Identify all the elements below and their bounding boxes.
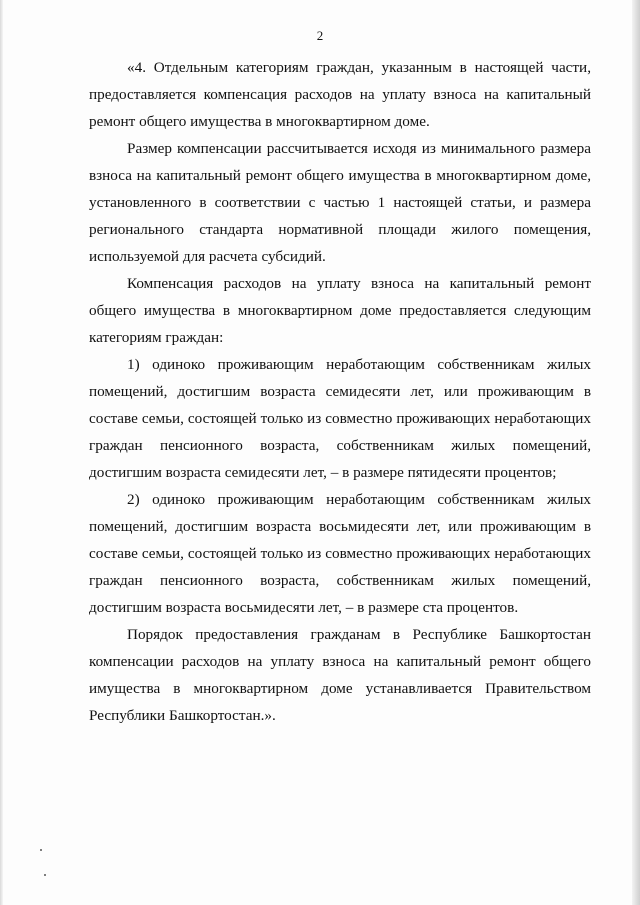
paragraph-categories-intro: Компенсация расходов на уплату взноса на капитальный ремонт общего имущества в многоквартирном доме предоставляется следующим категориям граждан:	[89, 275, 591, 346]
paragraph-compensation-size: Размер компенсации рассчитывается исходя из минимального размера взноса на капитальный ремонт общего имущества в многоквартирном доме, установленного в соответствии с частью 1 настоящей статьи, и размера регионального стандарта нормативной площади жилого помещения, используемой для расчета субсидий.	[89, 140, 591, 265]
scan-edge-left	[0, 0, 3, 905]
list-item-1: 1) одиноко проживающим неработающим собственникам жилых помещений, достигшим возраста семидесяти лет, или проживающим в составе семьи, состоящей только из совместно проживающих неработающих граждан пенсионного возраста, собственникам жилых помещений, достигшим возраста семидесяти лет, – в размере пятидесяти процентов;	[89, 356, 591, 481]
scan-speck	[40, 849, 42, 851]
paragraph-procedure: Порядок предоставления гражданам в Республике Башкортостан компенсации расходов на уплату взноса на капитальный ремонт общего имущества в многоквартирном доме устанавливается Правительством Республики Башкортостан.».	[89, 626, 591, 724]
scan-edge-right	[632, 0, 640, 905]
scan-speck	[44, 874, 46, 876]
document-body	[89, 54, 591, 729]
list-item-2: 2) одиноко проживающим неработающим собственникам жилых помещений, достигшим возраста восьмидесяти лет, или проживающим в составе семьи, состоящей только из совместно проживающих неработающих граждан пенсионного возраста, собственникам жилых помещений, достигшим возраста восьмидесяти лет, – в размере ста процентов.	[89, 491, 591, 616]
page-number: 2	[316, 28, 324, 43]
paragraph-intro: «4. Отдельным категориям граждан, указанным в настоящей части, предоставляется компенсация расходов на уплату взноса на капитальный ремонт общего имущества в многоквартирном доме.	[89, 59, 591, 130]
